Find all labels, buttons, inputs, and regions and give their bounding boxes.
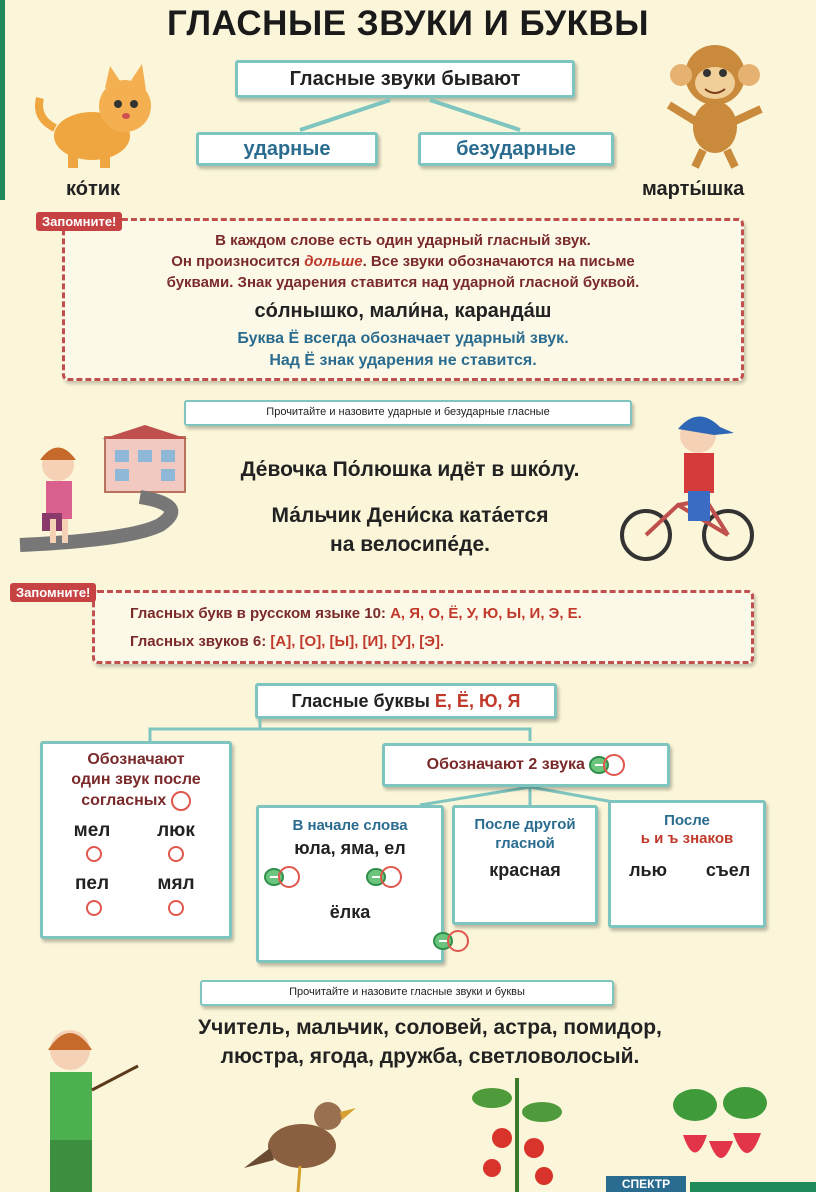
boy-bike-illustration bbox=[618, 405, 758, 570]
word-myal: мял bbox=[157, 873, 195, 894]
stress-examples: со́лнышко, мали́на, каранда́ш bbox=[254, 300, 552, 322]
vowel-sounds-list: [А], [О], [Ы], [И], [У], [Э]. bbox=[270, 633, 445, 650]
footer-strip bbox=[690, 1182, 816, 1192]
vowel-letters-list: А, Я, О, Ё, У, Ю, Ы, И, Э, Е. bbox=[390, 605, 582, 622]
remember-tag-2: Запомните! bbox=[10, 583, 96, 602]
remember-tag-1: Запомните! bbox=[36, 212, 122, 231]
after-signs-line-1: После bbox=[664, 812, 710, 829]
vowel-letters-prefix: Гласных букв в русском языке 10: bbox=[130, 605, 391, 622]
after-signs-line-2: ь и ъ знаков bbox=[640, 830, 734, 847]
two-sounds-icon bbox=[433, 930, 469, 952]
yo-rule-1: Буква Ё всегда обозначает ударный звук. bbox=[237, 330, 569, 347]
word-pel: пел bbox=[74, 873, 110, 894]
one-sound-line-3 bbox=[40, 791, 232, 811]
two-sounds-box bbox=[382, 743, 670, 787]
sound-circle-icon bbox=[86, 900, 102, 916]
start-word-yolka: ёлка bbox=[329, 902, 371, 922]
girl-school-illustration bbox=[10, 425, 200, 565]
rule-emph: дольше bbox=[304, 253, 363, 270]
task-2-label: Прочитайте и назовите гласные звуки и буквы bbox=[289, 986, 525, 998]
task-2-box bbox=[200, 980, 614, 1006]
rule-line-3: буквами. Знак ударения ставится над ударной гласной буквой. bbox=[166, 274, 640, 291]
cat-illustration bbox=[30, 58, 160, 173]
strawberry-illustration bbox=[665, 1075, 775, 1175]
stressed-box bbox=[196, 132, 378, 166]
remember-box-2 bbox=[92, 590, 754, 664]
two-sounds-icon bbox=[366, 866, 402, 888]
one-sound-line-2: один звук после bbox=[71, 771, 201, 788]
two-sounds-icon bbox=[589, 754, 625, 776]
word-lyu: лью bbox=[629, 860, 667, 880]
tomato-plant-illustration bbox=[462, 1068, 572, 1192]
vowel-sounds-line bbox=[130, 633, 444, 650]
vowel-sounds-label: Гласные звуки бывают bbox=[289, 68, 521, 90]
monkey-illustration bbox=[655, 35, 775, 170]
one-sound-line-3-text: согласных bbox=[81, 792, 167, 810]
sound-circle-icon bbox=[168, 900, 184, 916]
stressed-label: ударные bbox=[243, 138, 331, 160]
unstressed-box bbox=[418, 132, 614, 166]
after-vowel-line-1: После другой bbox=[474, 816, 576, 833]
two-sounds-label: Обозначают 2 звука bbox=[426, 756, 585, 773]
rule-line-2a: Он произносится bbox=[171, 253, 305, 270]
sound-circle-icon bbox=[168, 846, 184, 862]
cat-label: ко́тик bbox=[66, 178, 121, 200]
vowel-letters-line bbox=[130, 605, 582, 622]
publisher-logo-text: СПЕКТР bbox=[621, 1177, 671, 1191]
after-vowel-word: красная bbox=[489, 860, 561, 880]
task-1-sentence-1: Де́вочка По́люшка идёт в шко́лу. bbox=[240, 458, 580, 481]
yo-rule-2: Над Ё знак ударения не ставится. bbox=[269, 352, 537, 369]
monkey-label: марты́шка bbox=[642, 178, 745, 200]
start-words: юла, яма, ел bbox=[294, 838, 406, 858]
sound-circle-icon bbox=[86, 846, 102, 862]
word-syel: съел bbox=[705, 860, 751, 880]
word-mel: мел bbox=[73, 820, 111, 841]
letters-main-prefix: Гласные буквы bbox=[291, 691, 435, 711]
word-lyuk: люк bbox=[157, 820, 195, 841]
task-1-box bbox=[184, 400, 632, 426]
task-1-sentence-2b: на велосипе́де. bbox=[330, 533, 490, 556]
after-vowel-line-2: гласной bbox=[495, 835, 555, 852]
rule-line-2c: . Все звуки обозначаются на письме bbox=[362, 253, 635, 270]
two-sounds-icon bbox=[264, 866, 300, 888]
task-2-line-1: Учитель, мальчик, соловей, астра, помидор, bbox=[198, 1016, 662, 1039]
rule-line-2 bbox=[62, 253, 744, 270]
task-1-sentence-2a: Ма́льчик Дени́ска ката́ется bbox=[271, 504, 549, 527]
vowel-sounds-prefix: Гласных звуков 6: bbox=[130, 633, 271, 650]
letters-main-box bbox=[255, 683, 557, 719]
rule-line-1: В каждом слове есть один ударный гласный звук. bbox=[215, 232, 591, 249]
publisher-logo bbox=[606, 1176, 686, 1192]
task-2-line-2: люстра, ягода, дружба, светловолосый. bbox=[220, 1045, 640, 1068]
unstressed-label: безударные bbox=[456, 138, 576, 160]
top-arrows bbox=[270, 96, 550, 136]
one-sound-line-1: Обозначают bbox=[87, 751, 185, 768]
page-title: ГЛАСНЫЕ ЗВУКИ И БУКВЫ bbox=[166, 4, 650, 43]
teacher-illustration bbox=[20, 1020, 150, 1192]
bird-illustration bbox=[240, 1088, 360, 1192]
task-1-label: Прочитайте и назовите ударные и безударные гласные bbox=[266, 406, 550, 418]
sound-circle-icon bbox=[171, 791, 191, 811]
letters-main-letters: Е, Ё, Ю, Я bbox=[434, 691, 521, 711]
vowel-sounds-box bbox=[235, 60, 575, 98]
start-of-word-title: В начале слова bbox=[292, 817, 408, 834]
